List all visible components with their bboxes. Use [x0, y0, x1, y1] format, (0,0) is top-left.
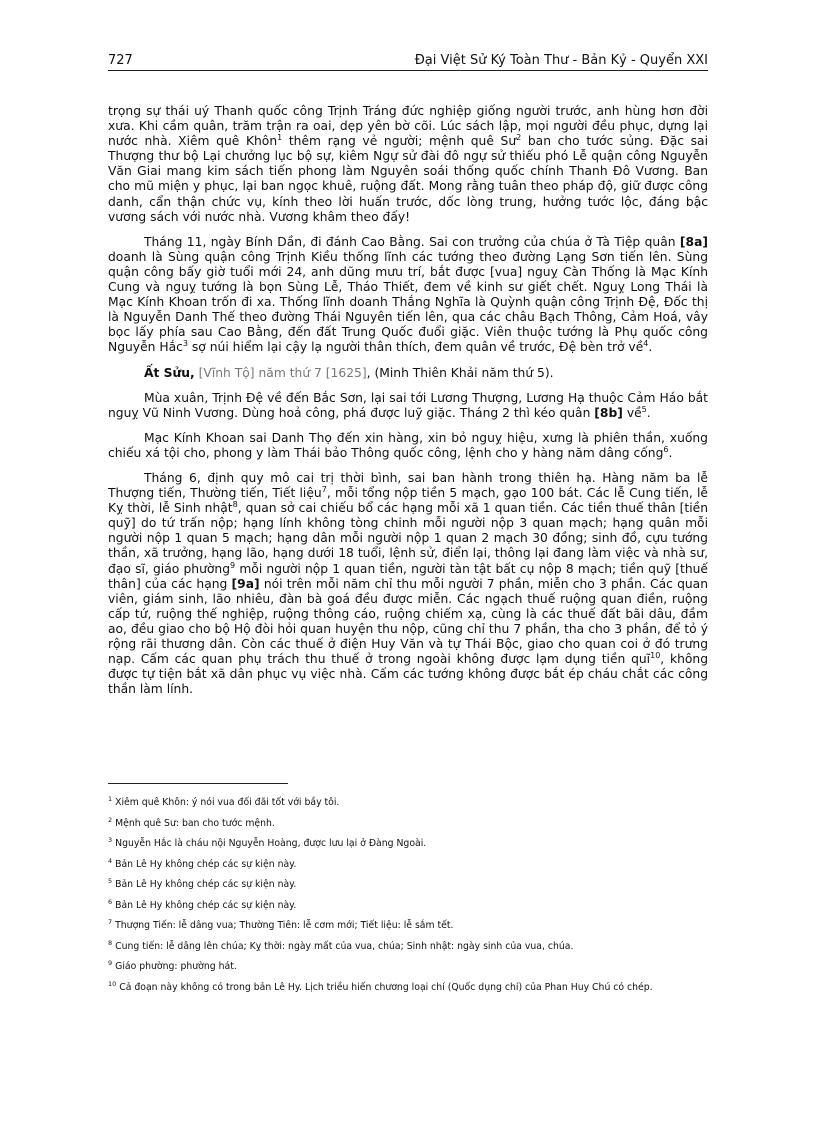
paragraph-6: Tháng 6, định quy mô cai trị thời bình, sai ban hành trong thiên hạ. Hàng năm ba lễ Thượng tiến, Thường tiến, Tiết liệu$^7$, mỗi tổng nộp tiền 5 mạch, gạo 100 bát. Các lễ Cung tiến, lễ Kỵ thời, lễ Sinh nhật$^8$, quan sở cai chiếu bổ các hạng mỗi xã 1 quan tiền. Các tiền thuế thân [tiền quỹ] do tứ trấn nộp; hạng lính không tòng chinh mỗi người nộp 3 quan mạch; hạng quân mỗi người nộp 1 quan 5 mạch; hạng dân mỗi người nộp 1 quan 2 mạch 30 đồng; sinh đồ, cựu tướng thần, xã trưởng, hạng lão, hạng dưới 18 tuổi, lệnh sử, điển lại, thông lại đang làm việc và nhà sư, đạo sĩ, giáo phường$^9$ mỗi người nộp 1 quan tiền, người tàn tật bất cụ nộp 8 mạch; tiền quỹ [thuế thân] của các hạng [9a] nói trên mỗi năm chỉ thu mỗi người 7 phần, miễn cho 3 phần. Các quan viên, giám sinh, lão nhiêu, đàn bà goá đều được miễn. Các ngạch thuế ruộng quan điền, ruộng cấp tứ, ruộng thế nghiệp, ruộng thông cáo, ruộng chiếm xạ, cùng là các thuế đất bãi dâu, đầm ao, đều giao cho bộ Hộ đòi hỏi quan huyện thu nộp, cũng chỉ thu 7 phần, tha cho 3 phần, để tỏ ý rộng rãi thương dân. Còn các thuế ở điện Huy Văn và tự Thái Bộc, giao cho quan coi ở đó trưng nạp. Cấm các quan phụ trách thu thuế ở trong ngoài không được lạm dụng tiền quĩ$^{10}$, không được tự tiện bắt xã dân phục vụ việc nhà. Cấm các tướng không được bắt ép cháu chắt các công thần làm lính.	[108, 470, 709, 697]
footnote: $^5$ Bản Lê Hy không chép các sự kiện này.	[108, 876, 297, 890]
footnote-ref[interactable]: 4	[643, 339, 649, 349]
footnote-ref[interactable]: 1	[277, 133, 283, 143]
year-heading: Ất Sửu, [Vĩnh Tộ] năm thứ 7 [1625], (Minh Thiên Khải năm thứ 5).	[144, 365, 554, 380]
footnote-separator	[108, 783, 288, 784]
page-marker: [8b]	[594, 405, 623, 420]
footnote-ref[interactable]: 7	[321, 484, 327, 494]
footnote: $^{10}$ Cả đoạn này không có trong bản Lê Hy. Lịch triều hiến chương loại chí (Quốc dụng chí) của Phan Huy Chú có chép.	[108, 979, 653, 993]
footnote: $^1$ Xiêm quê Khôn: ý nói vua đối đãi tốt với bầy tôi.	[108, 794, 340, 808]
footnote: $^6$ Bản Lê Hy không chép các sự kiện này.	[108, 897, 297, 911]
footnote: $^3$ Nguyễn Hắc là cháu nội Nguyễn Hoàng, được lưu lại ở Đàng Ngoài.	[108, 835, 427, 849]
footnote-ref[interactable]: 2	[516, 133, 522, 143]
page-header	[108, 53, 708, 69]
footnote: $^2$ Mệnh quê Sư: ban cho tước mệnh.	[108, 815, 275, 829]
footnote: $^9$ Giáo phường: phường hát.	[108, 958, 237, 972]
footnote: $^8$ Cung tiến: lễ dâng lên chúa; Kỵ thời: ngày mất của vua, chúa; Sinh nhật: ngày sinh của vua, chúa.	[108, 938, 574, 952]
running-title: Đại Việt Sử Ký Toàn Thư - Bản Kỷ - Quyển XXI	[414, 53, 708, 68]
year-bracket: [Vĩnh Tộ] năm thứ 7 [1625]	[194, 365, 367, 380]
paragraph-2: Tháng 11, ngày Bính Dần, đi đánh Cao Bằng. Sai con trưởng của chúa ở Tà Tiệp quân [8a] doanh là Sùng quận công Trịnh Kiều thống lĩnh các tướng theo đường Lạng Sơn tiến lên. Sùng quận công bấy giờ tuổi mới 24, anh dũng mưu trí, bắt được [vua] nguỵ Càn Thống là Mạc Kính Cung và nguỵ tướng là bọn Sùng Lễ, Tháo Thiết, đem về kinh sư giết chết. Nguỵ Long Thái là Mạc Kính Khoan trốn đi xa. Thống lĩnh doanh Thắng Nghĩa là Quỳnh quận công Trịnh Đệ, Đốc thị là Nguyễn Danh Thế theo đường Thái Nguyên tiến lên, qua các châu Bạch Thông, Cảm Hoá, vây bọc lấy phía sau Cao Bằng, đến đất Trung Quốc đuổi giặc. Viên thuộc tướng là Phụ quốc công Nguyễn Hắc$^3$ sợ núi hiểm lại cậy lạ người thân thích, đem quân về trước, Đệ bèn trở về$^4$.	[108, 234, 708, 355]
page-marker: [9a]	[231, 576, 260, 591]
footnote: $^7$ Thượng Tiến: lễ dâng vua; Thường Tiên: lễ cơm mới; Tiết liệu: lễ sắm tết.	[108, 917, 454, 931]
footnote-ref[interactable]: 6	[663, 444, 669, 454]
footnote-ref[interactable]: 10	[650, 651, 661, 660]
main-text	[108, 104, 708, 707]
footnote: $^4$ Bản Lê Hy không chép các sự kiện này.	[108, 856, 297, 870]
year-name: Ất Sửu,	[144, 365, 195, 380]
footnote-ref[interactable]: 8	[232, 500, 238, 510]
page-number: 727	[108, 53, 133, 68]
footnotes	[108, 794, 708, 1002]
footnote-ref[interactable]: 9	[230, 560, 236, 570]
paragraph-1: trọng sự thái uý Thanh quốc công Trịnh Tráng đức nghiệp giống người trước, anh hùng hơn đời xưa. Khi cầm quân, trăm trận ra oai, dẹp yên bờ cõi. Lúc sách lập, mọi người đều phục, dựng lại nước nhà. Xiêm quê Khôn$^1$ thêm rạng vẻ người; mệnh quê $Sư^2$ ban cho tước sủng. Đặc sai Thượng thư bộ Lại chưởng lục bộ sự, kiêm Ngự sử đài đô ngự sử thiếu phó Lễ quận công Nguyễn Văn Giai mang kim sách tiến phong làm Nguyên soái thống quốc chính Thanh Đô Vương. Ban cho mũ miện y phục, lại ban ngọc khuê, ruộng đất. Mong rằng tuân theo pháp độ, giữ được công danh, cẩn thận chức vụ, kính theo lời huấn trước, dốc lòng trung, hưởng tước lộc, đáng bậc vương sách với nước nhà. Vương khâm theo đấy!	[108, 104, 708, 224]
page-marker: [8a]	[679, 234, 708, 249]
paragraph-5: Mạc Kính Khoan sai Danh Thọ đến xin hàng, xin bỏ nguỵ hiệu, xưng là phiên thần, xuống chiếu xá tội cho, phong y làm Thái bảo Thông quốc công, lệnh cho y hàng năm dâng cống$^6$.	[108, 430, 708, 460]
paragraph-4: Mùa xuân, Trịnh Đệ về đến Bắc Sơn, lại sai tới Lương Thượng, Lương Hạ thuộc Cảm Háo bắt nguỵ Vũ Ninh Vương. Dùng hoả công, phá được luỹ giặc. Tháng 2 thì kéo quân [8b] về$^5$.	[108, 390, 708, 420]
header-rule	[108, 70, 708, 71]
footnote-ref[interactable]: 5	[641, 404, 647, 414]
footnote-ref[interactable]: 3	[182, 339, 188, 349]
